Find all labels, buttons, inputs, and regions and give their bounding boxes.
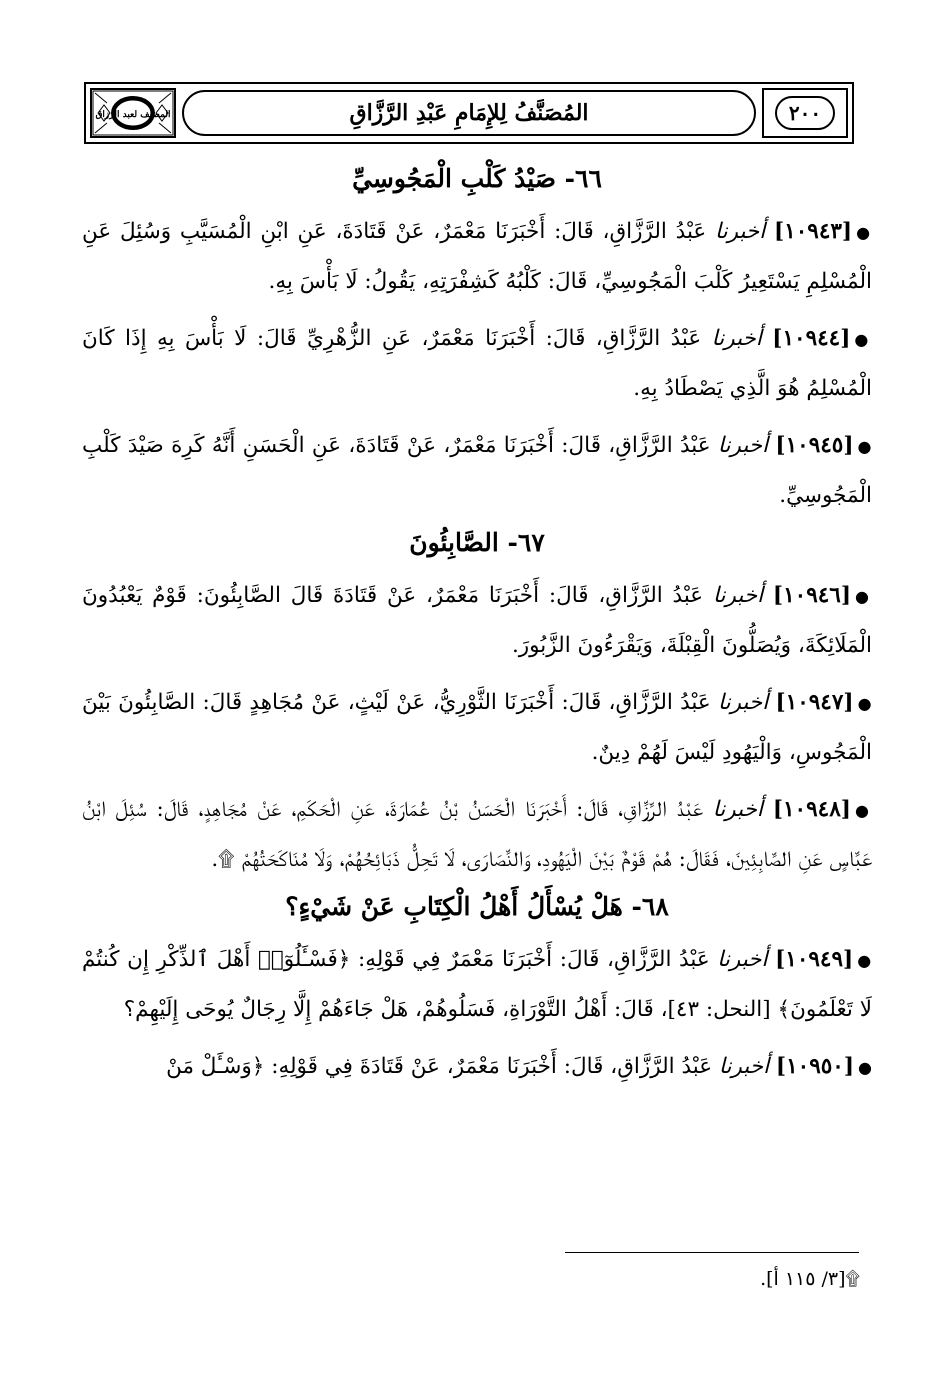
hadith-number: [١٠٩٤٣] bbox=[773, 219, 853, 244]
hadith-number: [١٠٩٤٩] bbox=[775, 947, 854, 972]
bullet-icon: ● bbox=[854, 330, 872, 349]
hadith-number: [١٠٩٤٦] bbox=[772, 583, 852, 608]
bullet-icon: ● bbox=[856, 223, 873, 242]
hadith-opening: أخبرنا bbox=[718, 1054, 770, 1079]
hadith-number: [١٠٩٤٨] bbox=[772, 797, 851, 822]
hadith-opening: أخبرنا bbox=[717, 433, 769, 458]
hadith-opening: أخبرنا bbox=[717, 947, 768, 972]
bullet-icon: ● bbox=[857, 437, 872, 456]
hadith-entry bbox=[82, 1042, 872, 1092]
hadith-number: [١٠٩٤٤] bbox=[772, 326, 851, 351]
hadith-number: [١٠٩٥٠] bbox=[775, 1054, 855, 1079]
bullet-icon: ● bbox=[854, 801, 872, 820]
emblem-ornament bbox=[90, 88, 176, 138]
hadith-entry bbox=[82, 785, 872, 884]
hadith-text: عَبْدُ الرَّزَّاقِ، قَالَ: أَخْبَرَنَا مَعْمَرٌ، عَنْ قَتَادَةَ، عَنِ ابْنِ الْمُسَيَّبِ وَسُئِلَ عَنِ الْمُسْلِمِ يَسْتَعِيرُ كَلْبَ الْمَجُوسِيِّ، قَالَ: كَلْبُهُ كَشِفْرَتِهِ، يَقُولُ: لَا بَأْسَ بِهِ. bbox=[82, 219, 872, 294]
bullet-icon: ● bbox=[855, 587, 872, 606]
hadith-entry bbox=[82, 314, 872, 413]
hadith-text: عَبْدُ الرَّزَّاقِ، قَالَ: أَخْبَرَنَا مَعْمَرٌ، عَنْ قَتَادَةَ فِي قَوْلِهِ: ﴿وَسْـَٔلْ مَنْ bbox=[166, 1054, 713, 1079]
hadith-text: عَبْدُ الرَّزَّاقِ، قَالَ: أَخْبَرَنَا الْحَسَنُ بْنُ عُمَارَةَ، عَنِ الْحَكَمِ، عَنْ مُجَاهِدٍ، قَالَ: سُئِلَ ابْنُ عَبَّاسٍ عَنِ الصَّابِئِينَ، فَقَالَ: هُمْ قَوْمٌ بَيْنَ الْيَهُودِ، وَالنَّصَارَى، لَا تَحِلُّ ذَبَائِحُهُمْ، وَلَا مُنَاكَحَتُهُمْ ۩. bbox=[82, 797, 872, 872]
hadith-text: عَبْدُ الرَّزَّاقِ، قَالَ: أَخْبَرَنَا مَعْمَرٌ، عَنْ قَتَادَةَ قَالَ الصَّابِئُونَ: قَوْمٌ يَعْبُدُونَ الْمَلَائِكَةَ، وَيُصَلُّونَ الْقِبْلَةَ، وَيَقْرَءُونَ الزَّبُورَ. bbox=[82, 583, 872, 658]
hadith-entry bbox=[82, 678, 872, 777]
emblem-text: المصنف لعبد الرزاق bbox=[95, 110, 171, 120]
hadith-number: [١٠٩٤٧] bbox=[775, 690, 854, 715]
hadith-opening: أخبرنا bbox=[712, 797, 763, 822]
hadith-entry bbox=[82, 207, 872, 306]
bullet-icon: ● bbox=[857, 951, 872, 970]
section-title: ٦٧- الصَّابِئُونَ bbox=[409, 528, 545, 557]
hadith-text: عَبْدُ الرَّزَّاقِ، قَالَ: أَخْبَرَنَا مَعْمَرٌ فِي قَوْلِهِ: ﴿فَسْـَٔلُوٓا۟ أَهْلَ ٱلذِّكْرِ إِن كُنتُمْ لَا تَعْلَمُونَ﴾ [النحل: ٤٣]، قَالَ: أَهْلُ التَّوْرَاةِ، فَسَلُوهُمْ، هَلْ جَاءَهُمْ إِلَّا رِجَالٌ يُوحَى إِلَيْهِمْ؟ bbox=[82, 947, 872, 1022]
hadith-entry bbox=[82, 935, 872, 1034]
hadith-text: عَبْدُ الرَّزَّاقِ، قَالَ: أَخْبَرَنَا الثَّوْرِيُّ، عَنْ لَيْثٍ، عَنْ مُجَاهِدٍ قَالَ: الصَّابِئُونَ بَيْنَ الْمَجُوسِ، وَالْيَهُودِ لَيْسَ لَهُمْ دِينٌ. bbox=[82, 690, 872, 765]
hadith-number: [١٠٩٤٥] bbox=[775, 433, 854, 458]
emblem-icon bbox=[92, 90, 174, 136]
page-number-frame bbox=[762, 88, 848, 138]
footnote: ۩[٣/ ١١٥ أ]. bbox=[760, 1268, 860, 1290]
bullet-icon: ● bbox=[858, 1058, 872, 1077]
section-title: ٦٦- صَيْدُ كَلْبِ الْمَجُوسِيِّ bbox=[352, 164, 602, 193]
section-title: ٦٨- هَلْ يُسْأَلُ أَهْلُ الْكِتَابِ عَنْ شَيْءٍ؟ bbox=[285, 892, 669, 921]
hadith-opening: أخبرنا bbox=[718, 690, 769, 715]
bullet-icon: ● bbox=[857, 694, 872, 713]
page-header bbox=[84, 82, 854, 144]
hadith-entry bbox=[82, 571, 872, 670]
footnote-divider bbox=[565, 1252, 859, 1253]
main-content bbox=[82, 160, 872, 1100]
hadith-entry bbox=[82, 421, 872, 520]
page-number: ٢٠٠ bbox=[775, 96, 835, 130]
book-title: المُصَنَّفُ لِلإِمَامِ عَبْدِ الرَّزَّاقِ bbox=[182, 90, 756, 136]
hadith-text: عَبْدُ الرَّزَّاقِ، قَالَ: أَخْبَرَنَا مَعْمَرٌ، عَنْ قَتَادَةَ، عَنِ الْحَسَنِ أَنَّهُ كَرِهَ صَيْدَ كَلْبِ الْمَجُوسِيِّ. bbox=[82, 433, 872, 508]
hadith-opening: أخبرنا bbox=[711, 326, 762, 351]
hadith-opening: أخبرنا bbox=[715, 219, 766, 244]
hadith-text: عَبْدُ الرَّزَّاقِ، قَالَ: أَخْبَرَنَا مَعْمَرٌ، عَنِ الزُّهْرِيِّ قَالَ: لَا بَأْسَ بِهِ إِذَا كَانَ الْمُسْلِمُ هُوَ الَّذِي يَصْطَادُ بِهِ. bbox=[82, 326, 872, 401]
hadith-opening: أخبرنا bbox=[712, 583, 764, 608]
